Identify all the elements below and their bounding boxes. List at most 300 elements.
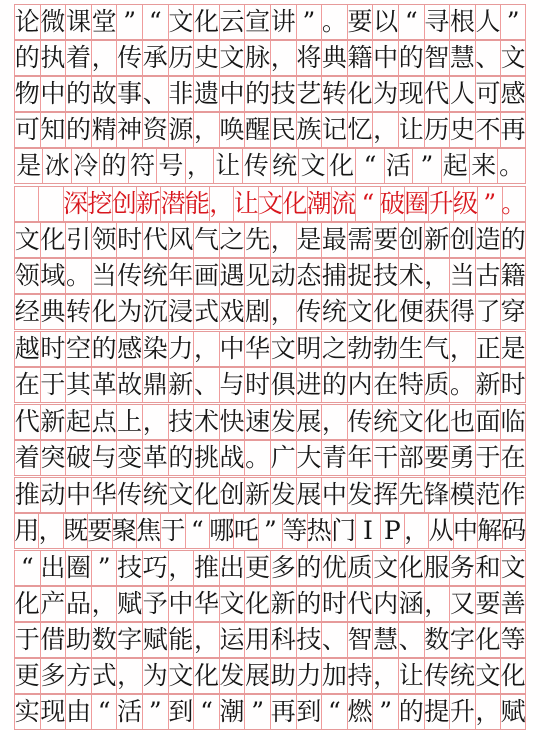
grid-cell: 门 [331,514,355,548]
grid-cell: ， [38,514,62,548]
grid-cell: 典 [321,41,347,75]
manuscript-line [14,404,526,440]
grid-cell: 码 [502,514,526,548]
grid-cell: 内 [347,368,373,402]
grid-cell: 慧 [372,623,398,657]
grid-cell: ” [91,551,117,585]
grid-cell: 面 [475,405,501,439]
grid-cell: 统 [372,405,398,439]
grid-cell: 在 [500,441,526,475]
grid-cell: ， [193,623,219,657]
grid-cell: 时 [116,223,142,257]
grid-cell: 籍 [500,259,526,293]
grid-cell: 族 [296,113,322,147]
grid-cell: 让 [398,659,424,693]
grid-cell: 由 [65,695,91,729]
grid-cell: 更 [14,659,40,693]
grid-cell: 方 [65,659,91,693]
manuscript-line [14,186,526,222]
grid-cell: 传 [347,405,373,439]
manuscript-line [14,294,526,330]
grid-cell: 事 [116,77,142,111]
grid-cell: 于 [475,441,501,475]
grid-cell: 资 [142,113,168,147]
manuscript-line [14,258,526,294]
grid-cell: 勃 [347,332,373,366]
grid-cell: 引 [65,223,91,257]
grid-cell: 速 [244,405,270,439]
grid-cell: 在 [14,368,40,402]
grid-cell: 中 [453,514,477,548]
grid-cell: 知 [40,113,66,147]
grid-cell: 潜 [160,187,184,221]
grid-cell: 圈 [65,551,91,585]
grid-cell: 焦 [136,514,160,548]
grid-cell: 非 [168,77,194,111]
grid-cell: 现 [40,695,66,729]
grid-cell: 明 [296,332,322,366]
grid-cell: 之 [321,332,347,366]
grid-cell: 发 [270,405,296,439]
grid-cell: 术 [398,259,424,293]
grid-cell: ” [372,695,398,729]
grid-cell: 号 [156,149,184,183]
manuscript-line [14,40,526,76]
manuscript-line [14,586,526,622]
grid-cell: 升 [428,187,452,221]
grid-cell: 活 [116,695,142,729]
grid-cell: 智 [347,623,373,657]
grid-cell: 青 [321,441,347,475]
grid-cell: 史 [193,41,219,75]
grid-cell: 化 [91,295,117,329]
grid-cell: 不 [475,113,501,147]
grid-cell: 数 [91,623,117,657]
grid-cell: 鼎 [142,368,168,402]
grid-cell: 也 [449,405,475,439]
grid-cell: 文 [219,587,245,621]
grid-cell: 空 [65,332,91,366]
grid-cell: ， [91,587,117,621]
grid-cell: 根 [449,5,475,39]
grid-cell: 统 [142,259,168,293]
grid-cell: 气 [193,223,219,257]
grid-cell: 化 [40,223,66,257]
grid-cell: 文 [14,223,40,257]
grid-cell: 的 [398,41,424,75]
grid-cell: 、 [142,77,168,111]
grid-cell: “ [14,551,40,585]
grid-cell: 文 [500,551,526,585]
grid-cell: 的 [91,332,117,366]
grid-cell: 的 [321,368,347,402]
grid-cell: 化 [372,295,398,329]
grid-cell: ， [91,41,117,75]
manuscript-line [14,477,526,513]
grid-cell: 态 [296,259,322,293]
grid-cell: 传 [424,659,450,693]
grid-cell: 涵 [398,587,424,621]
grid-cell: 文 [168,478,194,512]
grid-cell: 文 [168,659,194,693]
grid-cell: 出 [219,551,245,585]
grid-cell: 起 [65,405,91,439]
grid-cell: 勃 [372,332,398,366]
grid-cell: 传 [296,295,322,329]
grid-cell: 与 [219,368,245,402]
grid-cell: 中 [40,77,66,111]
grid-cell: ， [209,187,233,221]
grid-cell: 籍 [347,41,373,75]
grid-cell: 挖 [87,187,111,221]
grid-cell: 创 [219,478,245,512]
grid-cell: 借 [40,623,66,657]
grid-cell: 的 [14,41,40,75]
grid-cell: 风 [168,223,194,257]
grid-cell: 能 [185,187,209,221]
grid-cell: 承 [142,41,168,75]
grid-cell: 的 [398,695,424,729]
grid-cell: 化 [424,405,450,439]
grid-cell: 执 [40,41,66,75]
grid-cell: 符 [128,149,156,183]
grid-cell: 新 [424,223,450,257]
grid-cell: 造 [475,223,501,257]
grid-cell: ， [116,659,142,693]
grid-cell: 用 [14,514,38,548]
grid-cell: 化 [193,478,219,512]
grid-cell: 史 [449,113,475,147]
grid-cell: ， [321,405,347,439]
grid-cell: 更 [244,551,270,585]
grid-cell: 现 [398,77,424,111]
grid-cell: 运 [219,623,245,657]
grid-cell: 最 [321,223,347,257]
grid-cell: 内 [372,587,398,621]
grid-cell: 着 [65,41,91,75]
grid-cell: ， [270,223,296,257]
grid-cell: 突 [40,441,66,475]
manuscript-line [14,658,526,694]
grid-cell: 要 [424,441,450,475]
grid-cell: ， [185,149,213,183]
grid-cell: 的 [296,551,322,585]
grid-cell: 哪 [209,514,233,548]
grid-cell: 、 [193,368,219,402]
grid-cell: 代 [347,587,373,621]
grid-cell: 化 [398,551,424,585]
grid-cell: ” [116,5,142,39]
grid-cell: 文 [219,41,245,75]
grid-cell: 时 [500,368,526,402]
grid-cell: ， [424,587,450,621]
grid-cell: ， [424,259,450,293]
grid-cell: 俱 [270,368,296,402]
grid-cell: 用 [244,623,270,657]
grid-cell: P [380,514,404,548]
grid-cell: 年 [347,441,373,475]
grid-cell [38,187,62,221]
grid-cell: 实 [14,695,40,729]
grid-cell: ， [270,295,296,329]
grid-cell: 历 [168,41,194,75]
grid-cell: 新 [168,368,194,402]
grid-cell: 产 [40,587,66,621]
grid-cell: 要 [475,587,501,621]
grid-cell: ” [258,514,282,548]
manuscript-line [14,222,526,258]
grid-cell: 技 [168,405,194,439]
grid-cell: 典 [40,295,66,329]
grid-cell: 遇 [219,259,245,293]
grid-cell: 堂 [91,5,117,39]
grid-cell: 新 [40,405,66,439]
grid-cell: 发 [347,478,373,512]
grid-cell: 级 [453,187,477,221]
grid-cell: 戏 [219,295,245,329]
grid-cell: 人 [475,5,501,39]
grid-cell: 浸 [168,295,194,329]
grid-cell: 部 [398,441,424,475]
grid-cell: ” [500,5,526,39]
grid-cell: 的 [296,587,322,621]
grid-cell: 物 [14,77,40,111]
grid-cell: 上 [116,405,142,439]
grid-cell: 潮 [307,187,331,221]
grid-cell: 中 [65,478,91,512]
grid-cell: 革 [142,441,168,475]
grid-cell: 热 [307,514,331,548]
grid-cell: 传 [116,259,142,293]
grid-cell: 。 [65,259,91,293]
grid-cell: 文 [347,295,373,329]
grid-cell: 的 [99,149,127,183]
grid-cell: 生 [398,332,424,366]
grid-cell: 华 [91,478,117,512]
grid-cell: 解 [477,514,501,548]
grid-cell: 当 [91,259,117,293]
grid-cell: ， [168,551,194,585]
grid-cell: 模 [449,478,475,512]
grid-cell: 文 [372,551,398,585]
grid-cell: 古 [475,259,501,293]
grid-cell: 。 [321,5,347,39]
grid-cell: 发 [219,659,245,693]
grid-cell: 圈 [404,187,428,221]
grid-cell: 式 [91,659,117,693]
grid-cell: “ [321,695,347,729]
grid-cell: 忆 [347,113,373,147]
grid-cell: 。 [502,187,526,221]
grid-cell: 字 [116,623,142,657]
grid-cell: 特 [398,368,424,402]
grid-cell: 创 [112,187,136,221]
grid-cell: 神 [116,113,142,147]
grid-cell: 为 [116,295,142,329]
grid-cell: 赋 [500,695,526,729]
grid-cell: 能 [168,623,194,657]
grid-cell: 得 [449,295,475,329]
grid-cell: 起 [441,149,469,183]
grid-cell: 故 [91,77,117,111]
grid-cell: 穿 [500,295,526,329]
grid-cell: 既 [63,514,87,548]
grid-cell: 见 [244,259,270,293]
grid-cell: 化 [500,659,526,693]
grid-cell: 捉 [347,259,373,293]
grid-cell: 化 [347,77,373,111]
grid-cell: 化 [14,587,40,621]
grid-cell: 慧 [449,41,475,75]
grid-cell: ” [296,5,322,39]
grid-cell: 需 [347,223,373,257]
grid-cell: 是 [500,332,526,366]
grid-cell: 染 [142,332,168,366]
grid-cell: 持 [347,659,373,693]
grid-cell: 传 [116,41,142,75]
grid-cell: 大 [296,441,322,475]
grid-cell: 为 [142,659,168,693]
grid-cell: 作 [500,478,526,512]
grid-cell: 潮 [219,695,245,729]
manuscript-line [14,367,526,403]
grid-cell: 中 [168,587,194,621]
grid-cell: 务 [449,551,475,585]
grid-cell: 民 [270,113,296,147]
grid-cell: 历 [424,113,450,147]
grid-cell: 感 [116,332,142,366]
grid-cell: 深 [63,187,87,221]
manuscript-line [14,440,526,476]
grid-cell: 文 [270,332,296,366]
grid-cell: 代 [424,77,450,111]
grid-cell: 云 [219,5,245,39]
grid-cell: 传 [242,149,270,183]
grid-cell: 优 [321,551,347,585]
grid-cell: 战 [219,441,245,475]
grid-cell: 气 [424,332,450,366]
grid-cell: 化 [282,187,306,221]
grid-cell: 捕 [321,259,347,293]
grid-cell: 赋 [116,587,142,621]
grid-cell: ， [142,405,168,439]
grid-cell: 艺 [296,77,322,111]
grid-cell: 变 [116,441,142,475]
grid-cell: ” [477,187,501,221]
grid-cell: 化 [244,587,270,621]
grid-cell: 领 [14,259,40,293]
grid-cell: 源 [168,113,194,147]
grid-cell: 是 [14,149,42,183]
grid-cell: 画 [193,259,219,293]
grid-cell: 便 [398,295,424,329]
grid-cell: 可 [475,77,501,111]
grid-cell: ， [475,695,501,729]
grid-cell: 动 [270,259,296,293]
grid-cell: 华 [193,587,219,621]
grid-cell: ， [372,659,398,693]
grid-cell: 和 [475,551,501,585]
grid-cell: 讲 [270,5,296,39]
grid-cell: 领 [91,223,117,257]
grid-cell: 文 [258,187,282,221]
grid-cell: 人 [449,77,475,111]
grid-cell: 加 [321,659,347,693]
grid-cell: 数 [424,623,450,657]
grid-cell: ” [244,695,270,729]
grid-cell: 展 [296,478,322,512]
grid-cell: 提 [424,695,450,729]
grid-cell: 可 [14,113,40,147]
grid-cell: 聚 [112,514,136,548]
grid-cell: 活 [384,149,412,183]
grid-cell: ， [270,41,296,75]
grid-cell: 为 [372,77,398,111]
grid-cell: 从 [428,514,452,548]
grid-cell: 课 [65,5,91,39]
grid-cell: 锋 [424,478,450,512]
manuscript-line [14,622,526,658]
grid-cell: 时 [244,368,270,402]
grid-cell: 助 [65,623,91,657]
grid-cell: 力 [168,332,194,366]
grid-cell: 展 [296,405,322,439]
grid-cell: 文 [475,659,501,693]
grid-cell: ， [404,514,428,548]
grid-cell: 。 [449,368,475,402]
grid-cell: ， [193,332,219,366]
grid-cell: 华 [244,332,270,366]
grid-cell: 化 [193,5,219,39]
grid-cell: 要 [347,5,373,39]
grid-cell: 再 [270,695,296,729]
grid-cell: 越 [14,332,40,366]
grid-cell: 助 [270,659,296,693]
grid-cell: 化 [193,659,219,693]
grid-cell: 质 [424,368,450,402]
grid-cell: 干 [372,441,398,475]
grid-cell: 又 [449,587,475,621]
manuscript-line [14,694,526,730]
grid-cell: 挑 [193,441,219,475]
grid-cell: ” [412,149,440,183]
grid-cell: 新 [136,187,160,221]
grid-cell: 微 [40,5,66,39]
grid-cell: 统 [449,659,475,693]
grid-cell: 先 [244,223,270,257]
grid-cell: 挥 [372,478,398,512]
grid-cell: 感 [500,77,526,111]
grid-cell: 让 [398,113,424,147]
grid-cell: 革 [91,368,117,402]
grid-cell: 冷 [71,149,99,183]
grid-cell: 与 [91,441,117,475]
grid-cell: 统 [321,295,347,329]
grid-cell: 吒 [233,514,257,548]
grid-cell: 予 [142,587,168,621]
grid-cell: 之 [219,223,245,257]
grid-cell: 时 [40,332,66,366]
grid-cell: 年 [168,259,194,293]
grid-cell: “ [398,5,424,39]
grid-cell: 的 [500,223,526,257]
grid-cell: 沉 [142,295,168,329]
grid-cell: 唤 [219,113,245,147]
grid-cell: 式 [193,295,219,329]
grid-cell: 新 [475,368,501,402]
grid-cell: “ [193,695,219,729]
grid-cell: I [355,514,379,548]
